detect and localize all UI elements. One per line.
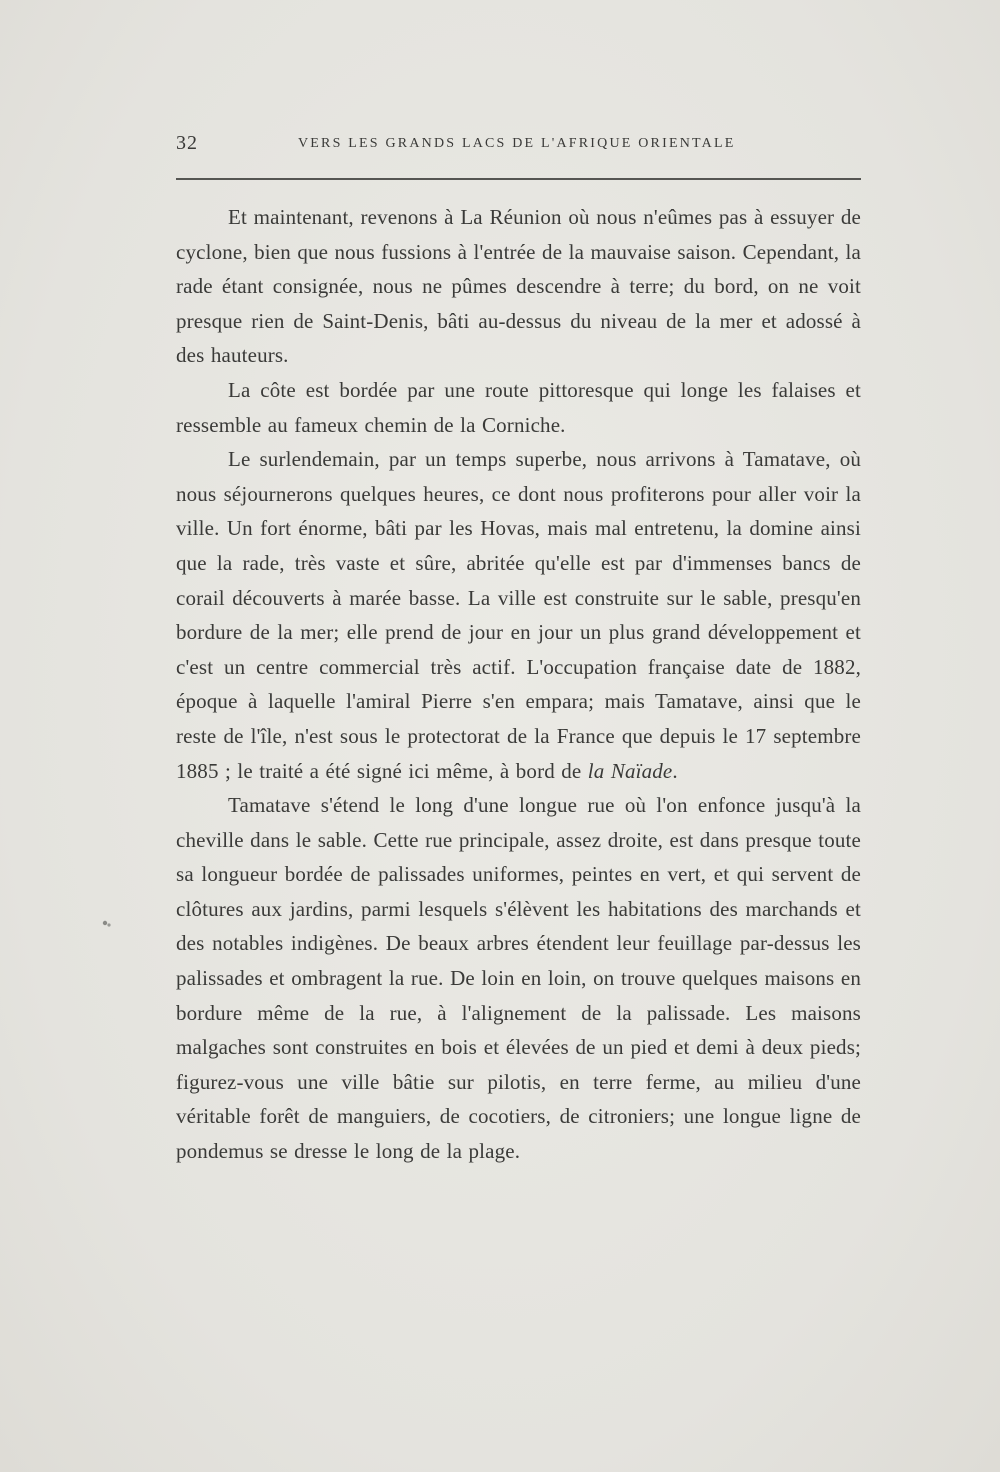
- paragraph-end: .: [672, 758, 678, 783]
- ink-speck-icon: [101, 919, 113, 929]
- paragraph-tamatave-arrival: [176, 442, 861, 788]
- paragraph-text: Et maintenant, revenons à La Réunion où nous n'eûmes pas à essuyer de cyclone, bien que nous fussions à l'entrée de la mauvaise saison. Cependant, la rade étant consignée, nous ne pûmes descendre à terre; du bord, on ne voit presque rien de Saint-Denis, bâti au-dessus du niveau de la mer et adossé à des hauteurs.: [176, 205, 861, 368]
- running-title: VERS LES GRANDS LACS DE L'AFRIQUE ORIENTALE: [298, 136, 736, 151]
- paragraph-text: Tamatave s'étend le long d'une longue rue où l'on enfonce jusqu'à la cheville dans le sable. Cette rue principale, assez droite, est dans presque toute sa longueur bordée de palissades uniformes, peintes en vert, et qui servent de clôtures aux jardins, parmi lesquels s'élèvent les habitations des marchands et des notables indigènes. De beaux arbres étendent leur feuillage par-dessus les palissades et ombragent la rue. De loin en loin, on trouve quelques maisons en bordure même de la rue, à l'alignement de la palissade. Les maisons malgaches sont construites en bois et élevées de un pied et demi à deux pieds; figurez-vous une ville bâtie sur pilotis, en terre ferme, au milieu d'une véritable forêt de manguiers, de cocotiers, de citroniers; une longue ligne de pondemus se dresse le long de la plage.: [176, 793, 861, 1164]
- paragraph-text: La côte est bordée par une route pittoresque qui longe les falaises et ressemble au fameux chemin de la Corniche.: [176, 377, 861, 437]
- paragraph-reunion: [176, 200, 861, 373]
- page-number: 32: [176, 132, 198, 154]
- ship-name: la Naïade: [587, 758, 673, 783]
- running-head: [176, 132, 861, 156]
- paragraph-coast: [176, 373, 861, 442]
- header-rule: [176, 178, 861, 180]
- paragraph-text: Le surlendemain, par un temps superbe, nous arrivons à Tamatave, où nous séjournerons quelques heures, ce dont nous profiterons pour aller voir la ville. Un fort énorme, bâti par les Hovas, mais mal entretenu, la domine ainsi que la rade, très vaste et sûre, abritée qu'elle est par d'immenses bancs de corail découverts à marée basse. La ville est construite sur le sable, presqu'en bordure de la mer; elle prend de jour en jour un plus grand développement et c'est un centre commercial très actif. L'occupation française date de 1882, époque à laquelle l'amiral Pierre s'en empara; mais Tamatave, ainsi que le reste de l'île, n'est sous le protectorat de la France que depuis le 17 septembre 1885 ; le traité a été signé ici même, à bord de: [176, 447, 861, 783]
- body-text: [176, 200, 861, 1169]
- paragraph-tamatave-street: [176, 788, 861, 1169]
